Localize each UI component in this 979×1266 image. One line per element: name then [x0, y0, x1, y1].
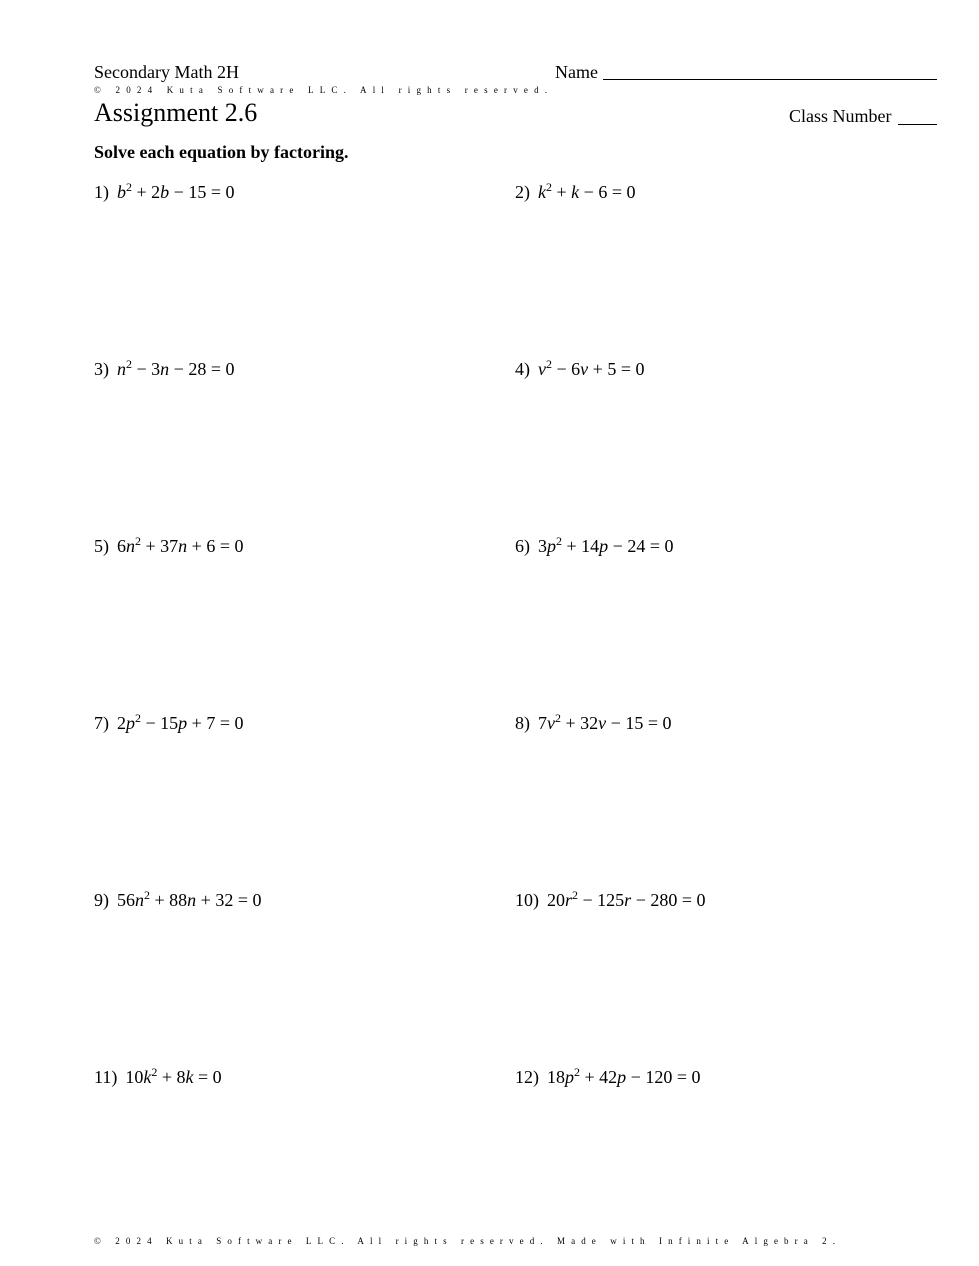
problem-item [515, 1067, 700, 1088]
problem-equation: $n^2 - 3n - 28 = 0$ [117, 357, 235, 379]
header-copyright: © 2024 Kuta Software LLC. All rights reserved. [94, 85, 554, 95]
problem-equation: $v^2 - 6v + 5 = 0$ [538, 357, 645, 379]
assignment-title: Assignment 2.6 [94, 98, 258, 127]
problem-number: 7) [94, 713, 109, 733]
problem-number: 9) [94, 890, 109, 910]
name-blank-line [603, 79, 937, 80]
problem-number: 6) [515, 536, 530, 556]
footer-copyright: © 2024 Kuta Software LLC. All rights reserved. Made with Infinite Algebra 2. [94, 1236, 842, 1246]
problem-number: 4) [515, 359, 530, 379]
problem-item [515, 713, 671, 734]
class-number-blank-line [898, 124, 937, 125]
course-name: Secondary Math 2H [94, 62, 239, 82]
problem-number: 5) [94, 536, 109, 556]
problem-number: 2) [515, 182, 530, 202]
problem-number: 8) [515, 713, 530, 733]
problem-item [515, 359, 644, 380]
problem-equation: $10k^2 + 8k = 0$ [125, 1065, 222, 1087]
problem-equation: $6n^2 + 37n + 6 = 0$ [117, 534, 244, 556]
problem-equation: $7v^2 + 32v - 15 = 0$ [538, 711, 672, 733]
problem-equation: $2p^2 - 15p + 7 = 0$ [117, 711, 244, 733]
problem-equation: $k^2 + k - 6 = 0$ [538, 180, 636, 202]
problem-number: 1) [94, 182, 109, 202]
problem-item [515, 182, 635, 203]
problem-number: 12) [515, 1067, 539, 1087]
problem-equation: $20r^2 - 125r - 280 = 0$ [547, 888, 706, 910]
problem-item [94, 713, 243, 734]
problem-number: 11) [94, 1067, 118, 1087]
problem-number: 3) [94, 359, 109, 379]
class-number-label: Class Number [789, 106, 892, 126]
instructions: Solve each equation by factoring. [94, 142, 349, 162]
name-label: Name [555, 62, 598, 82]
problem-item [94, 1067, 222, 1088]
problem-item [515, 536, 673, 557]
problem-equation: $3p^2 + 14p - 24 = 0$ [538, 534, 674, 556]
problem-equation: $56n^2 + 88n + 32 = 0$ [117, 888, 262, 910]
problem-item [94, 536, 243, 557]
problem-item [94, 182, 234, 203]
problem-equation: $b^2 + 2b - 15 = 0$ [117, 180, 235, 202]
problem-item [515, 890, 706, 911]
problem-item [94, 359, 234, 380]
problem-number: 10) [515, 890, 539, 910]
problem-equation: $18p^2 + 42p - 120 = 0$ [547, 1065, 701, 1087]
problem-item [94, 890, 261, 911]
